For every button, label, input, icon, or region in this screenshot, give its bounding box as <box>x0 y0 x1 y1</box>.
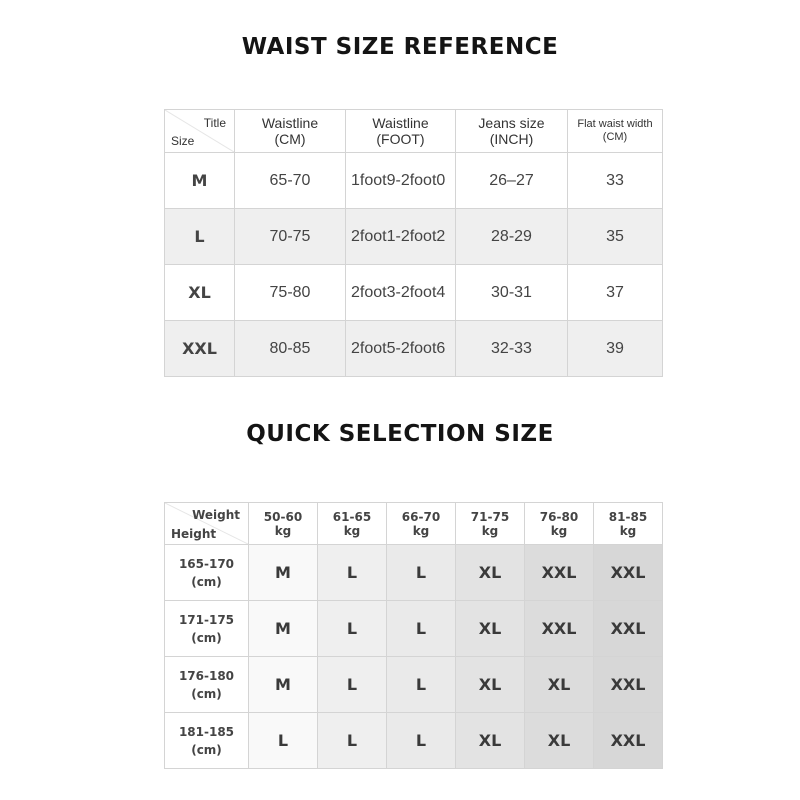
table-row <box>165 321 663 377</box>
flat-width-value: 37 <box>568 265 663 321</box>
quick-selection-title: QUICK SELECTION SIZE <box>246 421 554 447</box>
waist-foot-value: 1foot9-2foot0 <box>346 153 456 209</box>
size-recommendation: XXL <box>594 601 663 657</box>
height-label: 181-185 (cm) <box>165 713 249 769</box>
size-label: XXL <box>165 321 235 377</box>
header-flat-waist-width: Flat waist width (CM) <box>568 110 663 153</box>
size-recommendation: L <box>318 713 387 769</box>
size-recommendation: L <box>387 601 456 657</box>
size-recommendation: XL <box>456 545 525 601</box>
waist-header-row <box>165 110 663 153</box>
waist-foot-value: 2foot5-2foot6 <box>346 321 456 377</box>
size-recommendation: L <box>249 713 318 769</box>
flat-width-value: 35 <box>568 209 663 265</box>
weight-header: 81-85 kg <box>594 503 663 545</box>
flat-width-value: 33 <box>568 153 663 209</box>
flat-width-value: 39 <box>568 321 663 377</box>
quick-corner-header <box>165 503 249 545</box>
jeans-inch-value: 26–27 <box>456 153 568 209</box>
size-recommendation: XL <box>456 657 525 713</box>
height-label: 165-170 (cm) <box>165 545 249 601</box>
table-row <box>165 601 663 657</box>
size-recommendation: M <box>249 601 318 657</box>
waist-foot-value: 2foot3-2foot4 <box>346 265 456 321</box>
header-waistline-cm: Waistline (CM) <box>235 110 346 153</box>
size-recommendation: XL <box>456 713 525 769</box>
quick-selection-table <box>164 502 663 769</box>
waist-cm-value: 75-80 <box>235 265 346 321</box>
size-recommendation: XL <box>456 601 525 657</box>
waist-size-table <box>164 109 663 377</box>
header-jeans-size: Jeans size (INCH) <box>456 110 568 153</box>
corner-size-label: Size <box>171 134 195 148</box>
weight-header: 50-60 kg <box>249 503 318 545</box>
table-row <box>165 153 663 209</box>
jeans-inch-value: 30-31 <box>456 265 568 321</box>
table-row <box>165 657 663 713</box>
weight-header: 66-70 kg <box>387 503 456 545</box>
height-label: 176-180 (cm) <box>165 657 249 713</box>
size-recommendation: L <box>318 657 387 713</box>
size-recommendation: M <box>249 545 318 601</box>
size-recommendation: XL <box>525 657 594 713</box>
size-recommendation: L <box>318 601 387 657</box>
size-label: XL <box>165 265 235 321</box>
waist-cm-value: 80-85 <box>235 321 346 377</box>
table-row <box>165 545 663 601</box>
table-row <box>165 209 663 265</box>
size-recommendation: XXL <box>594 713 663 769</box>
weight-header: 61-65 kg <box>318 503 387 545</box>
table-row <box>165 265 663 321</box>
header-waistline-foot: Waistline (FOOT) <box>346 110 456 153</box>
size-recommendation: XL <box>525 713 594 769</box>
corner-height-label: Height <box>171 527 217 541</box>
waist-cm-value: 70-75 <box>235 209 346 265</box>
size-recommendation: L <box>318 545 387 601</box>
corner-title-label: Title <box>203 116 226 130</box>
size-recommendation: XXL <box>525 601 594 657</box>
size-recommendation: XXL <box>525 545 594 601</box>
height-label: 171-175 (cm) <box>165 601 249 657</box>
jeans-inch-value: 28-29 <box>456 209 568 265</box>
size-recommendation: L <box>387 713 456 769</box>
size-recommendation: L <box>387 545 456 601</box>
size-recommendation: XXL <box>594 657 663 713</box>
size-recommendation: XXL <box>594 545 663 601</box>
waist-cm-value: 65-70 <box>235 153 346 209</box>
jeans-inch-value: 32-33 <box>456 321 568 377</box>
table-row <box>165 713 663 769</box>
waist-foot-value: 2foot1-2foot2 <box>346 209 456 265</box>
size-recommendation: L <box>387 657 456 713</box>
weight-header: 71-75 kg <box>456 503 525 545</box>
corner-weight-label: Weight <box>192 508 240 522</box>
size-label: L <box>165 209 235 265</box>
size-recommendation: M <box>249 657 318 713</box>
weight-header: 76-80 kg <box>525 503 594 545</box>
waist-size-title: WAIST SIZE REFERENCE <box>241 34 559 60</box>
quick-header-row <box>165 503 663 545</box>
waist-corner-header <box>165 110 235 153</box>
size-label: M <box>165 153 235 209</box>
